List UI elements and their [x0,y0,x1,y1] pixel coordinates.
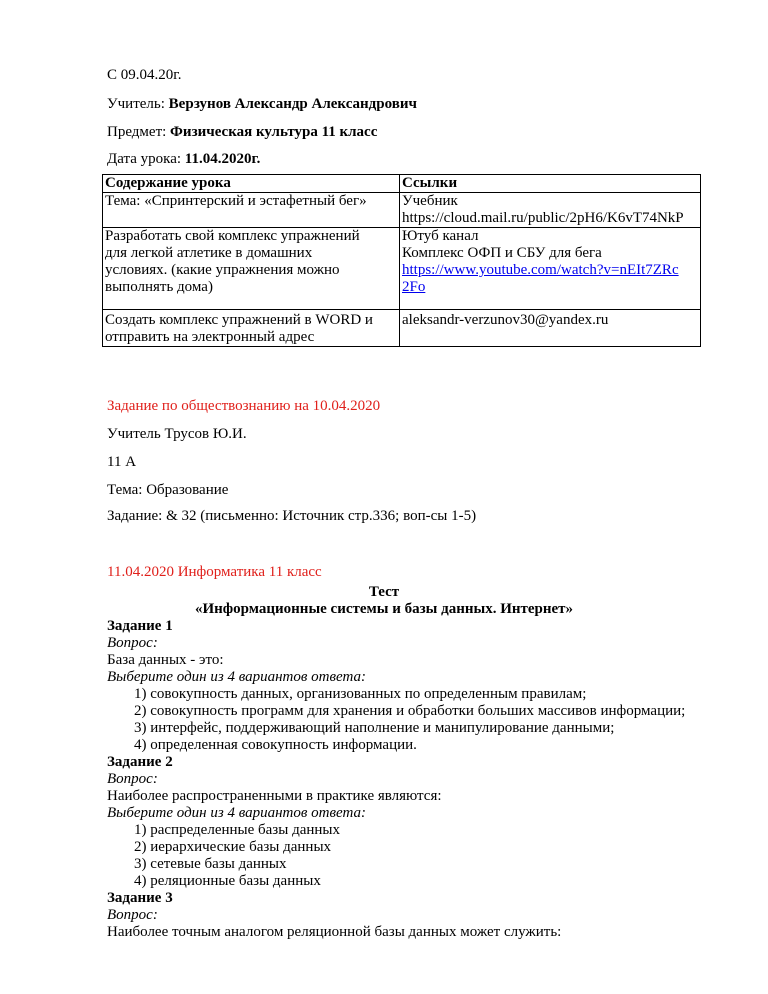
answer-option: 4) реляционные базы данных [134,873,321,889]
question-text: Наиболее распространенными в практике являются: [107,788,442,804]
social-topic: Тема: Образование [107,482,229,498]
date-from: С 09.04.20г. [107,67,182,83]
subject-name: Физическая культура 11 класс [170,124,378,140]
youtube-link[interactable]: https://www.youtube.com/watch?v=nEIt7ZRc [402,262,679,278]
table-row [103,228,701,310]
table-header-links: Ссылки [400,175,701,193]
table-header-row [103,175,701,193]
answer-option: 2) иерархические базы данных [134,839,332,855]
social-title: Задание по обществознанию на 10.04.2020 [107,398,381,414]
teacher-name: Верзунов Александр Александрович [168,96,417,112]
lesson-table [102,174,701,347]
question-label: Вопрос: [107,635,158,651]
answer-option: 3) сетевые базы данных [134,856,287,872]
choose-label: Выберите один из 4 вариантов ответа: [107,669,366,685]
lesson-date-label: Дата урока: [107,151,182,167]
answer-option: 1) распределенные базы данных [134,822,340,838]
table-cell: Тема: «Спринтерский и эстафетный бег» [103,193,400,228]
teacher-email[interactable]: aleksandr-verzunov30@yandex.ru [402,312,609,328]
question-text: Наиболее точным аналогом реляционной базы данных может служить: [107,924,562,940]
answer-option: 3) интерфейс, поддерживающий наполнение и манипулирование данными; [134,720,615,736]
answer-option: 1) совокупность данных, организованных по определенным правилам; [134,686,587,702]
subject-label: Предмет: [107,124,167,140]
table-header-content: Содержание урока [103,175,400,193]
cloud-link[interactable]: https://cloud.mail.ru/public/2pH6/K6vT74NkP [402,210,684,226]
table-row [103,193,701,228]
lesson-date-line [107,151,260,168]
social-teacher: Учитель Трусов Ю.И. [107,426,247,442]
table-cell: Создать комплекс упражнений в WORD и отправить на электронный адрес [103,310,400,347]
table-cell [400,310,701,347]
youtube-link-continued[interactable]: 2Fo [402,279,426,295]
lesson-date: 11.04.2020г. [184,151,261,167]
test-label: Тест [368,584,400,600]
question-label: Вопрос: [107,907,158,923]
informatics-title: 11.04.2020 Информатика 11 класс [107,564,322,580]
table-cell: Разработать свой комплекс упражнений для легкой атлетике в домашних условиях. (какие упражнения можно выполнять дома) [103,228,400,310]
question-label: Вопрос: [107,771,158,787]
choose-label: Выберите один из 4 вариантов ответа: [107,805,366,821]
task-title: Задание 1 [107,618,173,634]
teacher-label: Учитель: [107,96,165,112]
subject-line [107,124,377,141]
table-cell: Ютуб канал Комплекс ОФП и СБУ для бега https://www.youtube.com/watch?v=nEIt7ZRc 2Fo [400,228,701,310]
social-class: 11 А [107,454,137,470]
question-text: База данных - это: [107,652,224,668]
social-task: Задание: & 32 (письменно: Источник стр.336; воп-сы 1-5) [107,508,477,524]
teacher-line [107,96,417,113]
task-title: Задание 3 [107,890,173,906]
test-title: «Информационные системы и базы данных. Интернет» [194,601,574,617]
table-row [103,310,701,347]
answer-option: 4) определенная совокупность информации. [134,737,417,753]
answer-option: 2) совокупность программ для хранения и обработки больших массивов информации; [134,703,686,719]
table-cell: Учебник https://cloud.mail.ru/public/2pH6/K6vT74NkP [400,193,701,228]
task-title: Задание 2 [107,754,173,770]
